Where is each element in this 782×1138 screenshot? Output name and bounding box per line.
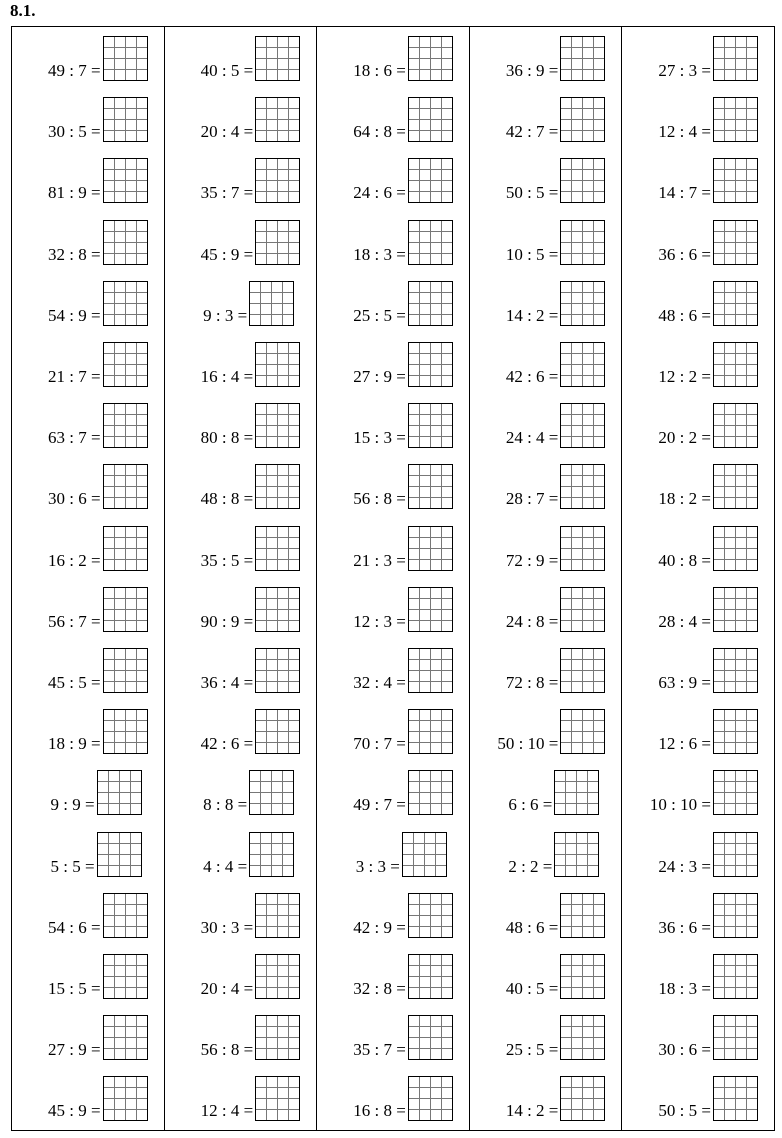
division-expression: 72 : 8 =: [505, 673, 559, 692]
problem-row: [658, 951, 758, 999]
division-expression: 3 : 3 =: [355, 856, 400, 876]
division-expression: 45 : 9 =: [200, 244, 254, 264]
answer-grid[interactable]: [560, 587, 605, 632]
division-expression: 20 : 2 =: [658, 428, 711, 448]
answer-grid[interactable]: [255, 158, 300, 203]
division-expression: 80 : 8 =: [200, 428, 254, 448]
answer-grid[interactable]: [103, 587, 148, 632]
division-expression: 54 : 6 =: [48, 917, 101, 937]
problem-row: [203, 767, 294, 815]
answer-grid[interactable]: [103, 648, 148, 693]
problem-row: [658, 94, 758, 142]
answer-grid[interactable]: [255, 954, 300, 999]
division-expression: 54 : 9 =: [48, 305, 101, 325]
answer-grid[interactable]: [560, 220, 605, 265]
problem-row: [506, 400, 606, 448]
problem-row: [353, 584, 453, 632]
division-expression: 42 : 7 =: [505, 122, 559, 142]
problem-row: [201, 155, 301, 203]
exercise-number: 8.1.: [10, 1, 36, 20]
problem-row: [201, 33, 301, 81]
answer-grid[interactable]: [103, 36, 148, 81]
problem-row: [48, 584, 148, 632]
division-expression: 25 : 5 =: [353, 305, 406, 325]
answer-grid[interactable]: [408, 587, 453, 632]
division-expression: 30 : 3 =: [200, 917, 254, 937]
problem-row: [201, 951, 301, 999]
answer-grid[interactable]: [408, 770, 453, 815]
answer-grid[interactable]: [408, 954, 453, 999]
division-expression: 48 : 8 =: [200, 489, 254, 509]
problem-row: [506, 890, 606, 938]
answer-grid[interactable]: [408, 220, 453, 265]
problem-row: [201, 217, 301, 265]
division-expression: 12 : 3 =: [353, 611, 406, 631]
division-expression: 8 : 8 =: [203, 795, 248, 815]
problem-row: [48, 278, 148, 326]
problem-row: [48, 645, 148, 693]
answer-grid[interactable]: [560, 893, 605, 938]
answer-grid[interactable]: [408, 158, 453, 203]
division-expression: 36 : 4 =: [200, 673, 254, 692]
problem-row: [506, 1073, 606, 1121]
problem-row: [353, 951, 453, 999]
division-expression: 50 : 5 =: [505, 183, 559, 203]
problem-row: [658, 1012, 758, 1060]
problem-row: [506, 33, 606, 81]
answer-grid[interactable]: [713, 281, 758, 326]
problem-row: [51, 767, 142, 815]
problem-row: [506, 278, 606, 326]
division-expression: 40 : 5 =: [505, 979, 559, 998]
answer-grid[interactable]: [103, 220, 148, 265]
problem-row: [48, 339, 148, 387]
division-expression: 56 : 8 =: [200, 1040, 254, 1060]
problem-row: [201, 94, 301, 142]
problem-row: [201, 400, 301, 448]
division-expression: 30 : 6 =: [658, 1040, 711, 1060]
problem-row: [508, 767, 599, 815]
answer-grid[interactable]: [97, 832, 142, 877]
division-expression: 42 : 6 =: [505, 367, 559, 386]
answer-grid[interactable]: [103, 97, 148, 142]
division-expression: 63 : 7 =: [48, 428, 101, 448]
division-expression: 42 : 6 =: [200, 734, 254, 754]
answer-grid[interactable]: [255, 403, 300, 448]
division-expression: 64 : 8 =: [353, 122, 406, 142]
problem-row: [353, 461, 453, 509]
answer-grid[interactable]: [560, 464, 605, 509]
answer-grid[interactable]: [255, 1076, 300, 1121]
problem-row: [353, 1012, 453, 1060]
division-expression: 5 : 5 =: [50, 856, 95, 876]
answer-grid[interactable]: [713, 954, 758, 999]
division-expression: 10 : 10 =: [649, 795, 711, 815]
answer-grid[interactable]: [713, 1015, 758, 1060]
problem-row: [201, 461, 301, 509]
answer-grid[interactable]: [713, 403, 758, 448]
division-expression: 32 : 4 =: [353, 673, 406, 692]
problem-row: [658, 33, 758, 81]
problem-row: [48, 706, 148, 754]
problem-row: [201, 584, 301, 632]
problem-row: [658, 339, 758, 387]
problem-row: [506, 461, 606, 509]
problem-row: [353, 339, 453, 387]
answer-grid[interactable]: [255, 1015, 300, 1060]
division-expression: 49 : 7 =: [353, 795, 406, 815]
answer-grid[interactable]: [103, 954, 148, 999]
division-expression: 21 : 7 =: [48, 367, 101, 386]
problem-row: [650, 767, 758, 815]
answer-grid[interactable]: [255, 220, 300, 265]
division-expression: 42 : 9 =: [353, 917, 406, 937]
answer-grid[interactable]: [249, 281, 294, 326]
answer-grid[interactable]: [255, 342, 300, 387]
problem-row: [658, 1073, 758, 1121]
division-expression: 9 : 3 =: [203, 305, 248, 325]
division-expression: 16 : 2 =: [48, 550, 101, 570]
division-expression: 2 : 2 =: [508, 856, 553, 876]
problem-row: [201, 645, 301, 693]
problem-row: [658, 400, 758, 448]
division-expression: 4 : 4 =: [203, 856, 248, 876]
division-expression: 56 : 7 =: [48, 611, 101, 631]
answer-grid[interactable]: [713, 1076, 758, 1121]
division-expression: 12 : 4 =: [658, 122, 711, 142]
division-expression: 9 : 9 =: [50, 795, 95, 815]
division-expression: 16 : 8 =: [353, 1101, 406, 1121]
answer-grid[interactable]: [560, 1076, 605, 1121]
problem-row: [48, 1073, 148, 1121]
answer-grid[interactable]: [255, 893, 300, 938]
problem-row: [506, 584, 606, 632]
problem-row: [203, 278, 294, 326]
division-table: [11, 26, 775, 1131]
problem-row: [48, 33, 148, 81]
problem-row: [353, 33, 453, 81]
division-expression: 12 : 4 =: [200, 1101, 254, 1121]
division-expression: 10 : 5 =: [505, 244, 559, 264]
problem-row: [201, 339, 301, 387]
answer-grid[interactable]: [255, 526, 300, 571]
problem-row: [506, 339, 606, 387]
problem-row: [201, 890, 301, 938]
division-expression: 49 : 7 =: [48, 61, 101, 80]
answer-grid[interactable]: [408, 281, 453, 326]
problem-row: [353, 767, 453, 815]
division-expression: 28 : 7 =: [505, 489, 559, 509]
problem-row: [48, 1012, 148, 1060]
division-expression: 36 : 6 =: [658, 917, 711, 937]
answer-grid[interactable]: [249, 770, 294, 815]
answer-grid[interactable]: [560, 158, 605, 203]
answer-grid[interactable]: [97, 770, 142, 815]
problem-row: [201, 523, 301, 571]
column-4: [470, 27, 623, 1130]
answer-grid[interactable]: [560, 342, 605, 387]
problem-row: [356, 829, 447, 877]
problem-row: [506, 155, 606, 203]
division-expression: 12 : 2 =: [658, 367, 711, 386]
division-expression: 18 : 2 =: [658, 489, 711, 509]
division-expression: 21 : 3 =: [353, 550, 406, 570]
problem-row: [48, 155, 148, 203]
problem-row: [506, 645, 606, 693]
answer-grid[interactable]: [103, 1015, 148, 1060]
division-expression: 50 : 5 =: [658, 1101, 711, 1121]
answer-grid[interactable]: [408, 403, 453, 448]
problem-row: [508, 829, 599, 877]
column-1: [12, 27, 165, 1130]
answer-grid[interactable]: [103, 893, 148, 938]
division-expression: 14 : 2 =: [505, 1101, 559, 1121]
problem-row: [506, 217, 606, 265]
answer-grid[interactable]: [713, 648, 758, 693]
answer-grid[interactable]: [713, 526, 758, 571]
problem-row: [353, 890, 453, 938]
answer-grid[interactable]: [554, 832, 599, 877]
division-expression: 32 : 8 =: [353, 979, 406, 998]
problem-row: [201, 1012, 301, 1060]
problem-row: [658, 706, 758, 754]
problem-row: [506, 951, 606, 999]
answer-grid[interactable]: [255, 709, 300, 754]
problem-row: [506, 1012, 606, 1060]
division-expression: 48 : 6 =: [658, 305, 711, 325]
problem-row: [203, 829, 294, 877]
problem-row: [353, 523, 453, 571]
answer-grid[interactable]: [408, 648, 453, 693]
division-expression: 14 : 2 =: [505, 305, 559, 325]
division-expression: 18 : 6 =: [353, 61, 406, 80]
problem-row: [658, 890, 758, 938]
answer-grid[interactable]: [402, 832, 447, 877]
answer-grid[interactable]: [713, 220, 758, 265]
problem-row: [48, 461, 148, 509]
problem-row: [658, 584, 758, 632]
answer-grid[interactable]: [408, 342, 453, 387]
answer-grid[interactable]: [255, 587, 300, 632]
column-3: [317, 27, 470, 1130]
answer-grid[interactable]: [554, 770, 599, 815]
answer-grid[interactable]: [408, 464, 453, 509]
division-expression: 48 : 6 =: [505, 917, 559, 937]
problem-row: [353, 155, 453, 203]
division-expression: 30 : 6 =: [48, 489, 101, 509]
column-5: [622, 27, 774, 1130]
answer-grid[interactable]: [713, 893, 758, 938]
division-expression: 81 : 9 =: [48, 183, 101, 203]
answer-grid[interactable]: [560, 648, 605, 693]
division-expression: 63 : 9 =: [658, 673, 711, 692]
division-expression: 36 : 9 =: [505, 61, 559, 80]
division-expression: 18 : 3 =: [658, 979, 711, 998]
problem-row: [353, 217, 453, 265]
answer-grid[interactable]: [560, 709, 605, 754]
problem-row: [353, 1073, 453, 1121]
answer-grid[interactable]: [408, 97, 453, 142]
answer-grid[interactable]: [103, 342, 148, 387]
division-expression: 18 : 9 =: [48, 734, 101, 754]
answer-grid[interactable]: [103, 158, 148, 203]
answer-grid[interactable]: [255, 648, 300, 693]
problem-row: [201, 1073, 301, 1121]
answer-grid[interactable]: [255, 464, 300, 509]
division-expression: 14 : 7 =: [658, 183, 711, 203]
problem-row: [48, 951, 148, 999]
division-expression: 28 : 4 =: [658, 611, 711, 631]
division-expression: 25 : 5 =: [505, 1040, 559, 1060]
answer-grid[interactable]: [560, 36, 605, 81]
answer-grid[interactable]: [408, 526, 453, 571]
problem-row: [48, 217, 148, 265]
division-expression: 24 : 4 =: [505, 428, 559, 448]
answer-grid[interactable]: [713, 97, 758, 142]
division-expression: 18 : 3 =: [353, 244, 406, 264]
answer-grid[interactable]: [103, 464, 148, 509]
division-expression: 72 : 9 =: [505, 550, 559, 570]
answer-grid[interactable]: [103, 1076, 148, 1121]
answer-grid[interactable]: [103, 709, 148, 754]
column-2: [165, 27, 318, 1130]
division-expression: 40 : 8 =: [658, 550, 711, 570]
problem-row: [48, 890, 148, 938]
problem-row: [353, 278, 453, 326]
answer-grid[interactable]: [713, 770, 758, 815]
problem-row: [353, 94, 453, 142]
answer-grid[interactable]: [713, 36, 758, 81]
answer-grid[interactable]: [713, 342, 758, 387]
division-expression: 56 : 8 =: [353, 489, 406, 509]
division-expression: 27 : 9 =: [353, 367, 406, 386]
answer-grid[interactable]: [408, 893, 453, 938]
problem-row: [658, 523, 758, 571]
division-expression: 45 : 5 =: [48, 673, 101, 692]
division-expression: 12 : 6 =: [658, 734, 711, 754]
problem-row: [353, 400, 453, 448]
problem-row: [353, 645, 453, 693]
division-expression: 50 : 10 =: [497, 734, 559, 754]
division-expression: 15 : 5 =: [48, 979, 101, 998]
problem-row: [51, 829, 142, 877]
division-expression: 24 : 6 =: [353, 183, 406, 203]
answer-grid[interactable]: [255, 97, 300, 142]
division-expression: 16 : 4 =: [200, 367, 254, 386]
answer-grid[interactable]: [560, 954, 605, 999]
division-expression: 90 : 9 =: [200, 611, 254, 631]
answer-grid[interactable]: [560, 403, 605, 448]
problem-row: [658, 461, 758, 509]
division-expression: 35 : 5 =: [200, 550, 254, 570]
answer-grid[interactable]: [713, 832, 758, 877]
division-expression: 35 : 7 =: [200, 183, 254, 203]
answer-grid[interactable]: [713, 158, 758, 203]
division-expression: 36 : 6 =: [658, 244, 711, 264]
answer-grid[interactable]: [560, 281, 605, 326]
problem-row: [658, 217, 758, 265]
answer-grid[interactable]: [103, 526, 148, 571]
answer-grid[interactable]: [560, 97, 605, 142]
problem-row: [658, 278, 758, 326]
problem-row: [658, 645, 758, 693]
problem-row: [48, 94, 148, 142]
division-expression: 35 : 7 =: [353, 1040, 406, 1060]
problem-row: [497, 706, 605, 754]
answer-grid[interactable]: [103, 403, 148, 448]
answer-grid[interactable]: [408, 709, 453, 754]
division-expression: 70 : 7 =: [353, 734, 406, 754]
problem-row: [506, 94, 606, 142]
answer-grid[interactable]: [713, 464, 758, 509]
problem-row: [506, 523, 606, 571]
division-expression: 24 : 3 =: [658, 856, 711, 876]
answer-grid[interactable]: [249, 832, 294, 877]
answer-grid[interactable]: [560, 1015, 605, 1060]
division-expression: 27 : 9 =: [48, 1040, 101, 1060]
division-expression: 27 : 3 =: [658, 61, 711, 80]
problem-row: [658, 155, 758, 203]
division-expression: 32 : 8 =: [48, 244, 101, 264]
answer-grid[interactable]: [255, 36, 300, 81]
division-expression: 30 : 5 =: [48, 122, 101, 142]
problem-row: [658, 829, 758, 877]
division-expression: 20 : 4 =: [200, 979, 254, 998]
division-expression: 40 : 5 =: [200, 61, 254, 80]
answer-grid[interactable]: [560, 526, 605, 571]
division-expression: 15 : 3 =: [353, 428, 406, 448]
problem-row: [353, 706, 453, 754]
answer-grid[interactable]: [713, 587, 758, 632]
answer-grid[interactable]: [103, 281, 148, 326]
division-expression: 20 : 4 =: [200, 122, 254, 142]
answer-grid[interactable]: [713, 709, 758, 754]
answer-grid[interactable]: [408, 1015, 453, 1060]
problem-row: [48, 400, 148, 448]
answer-grid[interactable]: [408, 1076, 453, 1121]
answer-grid[interactable]: [408, 36, 453, 81]
division-expression: 6 : 6 =: [508, 795, 553, 815]
division-expression: 24 : 8 =: [505, 611, 559, 631]
problem-row: [201, 706, 301, 754]
problem-row: [48, 523, 148, 571]
division-expression: 45 : 9 =: [48, 1101, 101, 1121]
